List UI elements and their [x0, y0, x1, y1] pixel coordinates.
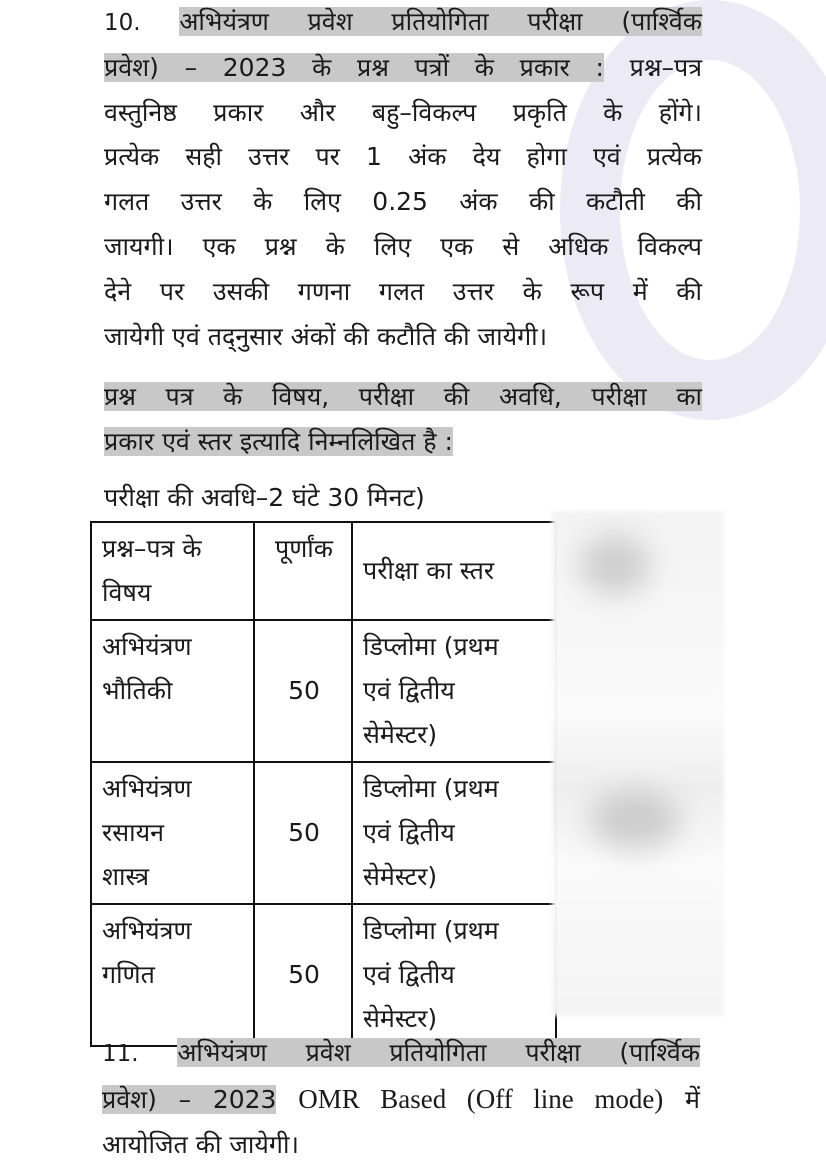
subject-line: अभियंत्रण [102, 774, 192, 803]
section-10-heading-part-2: प्रवेश) – 2023 के प्रश्न पत्रों के प्रकार : [104, 52, 604, 82]
section-11-number: 11. [102, 1041, 139, 1067]
header-subject [91, 522, 254, 620]
subject-line: गणित [102, 960, 155, 989]
subject-cell [91, 904, 254, 1046]
section-11 [102, 1031, 700, 1167]
subject-line: अभियंत्रण [102, 632, 192, 661]
section-10-body-line: जायगी। एक प्रश्न के लिए एक से अधिक विकल्प [104, 231, 702, 261]
section-10-line-2 [104, 46, 702, 91]
level-line: डिप्लोमा (प्रथम [363, 916, 499, 945]
blurred-mark [590, 790, 680, 850]
marks-cell: 50 [254, 762, 352, 904]
section-10-number: 10. [104, 10, 141, 36]
section-10-body-line: गलत उत्तर के लिए 0.25 अंक की कटौती की [104, 187, 702, 217]
table-row [91, 620, 556, 762]
level-line: एवं द्वितीय [363, 960, 455, 989]
section-11-line-1 [102, 1031, 700, 1077]
header-marks-label: पूर्णांक [275, 534, 333, 563]
details-heading-line-1 [104, 375, 702, 420]
details-heading-line-2 [104, 420, 702, 465]
section-11-heading-part-2: प्रवेश) – 2023 [102, 1084, 277, 1114]
section-10-body-line: जायेगी एवं तद्नुसार अंकों की कटौति की जायेगी। [104, 321, 548, 351]
subject-line: भौतिकी [102, 676, 173, 705]
section-11-heading-part-1: अभियंत्रण प्रवेश प्रतियोगिता परीक्षा (पार्श्विक [177, 1038, 700, 1067]
omr-mode-text: OMR Based (Off line mode) [298, 1083, 664, 1114]
subject-line: शास्त्र [102, 862, 150, 891]
header-subject-label: प्रश्न–पत्र के विषय [102, 534, 202, 607]
marks-cell: 50 [254, 904, 352, 1046]
level-line: एवं द्वितीय [363, 818, 455, 847]
section-11-line-2-tail: में [685, 1084, 700, 1114]
subject-cell [91, 620, 254, 762]
section-11-line-2 [102, 1077, 700, 1123]
table-row [91, 762, 556, 904]
table-header-row [91, 522, 556, 620]
subject-line: अभियंत्रण [102, 916, 192, 945]
marks-cell: 50 [254, 620, 352, 762]
level-cell [352, 904, 556, 1046]
section-10-line-1 [104, 0, 702, 46]
level-line: सेमेस्टर) [363, 1004, 438, 1033]
subject-cell [91, 762, 254, 904]
exam-duration: परीक्षा की अवधि–2 घंटे 30 मिनट) [104, 483, 425, 512]
header-marks [254, 522, 352, 620]
section-10 [104, 0, 702, 359]
level-line: डिप्लोमा (प्रथम [363, 632, 499, 661]
level-line: सेमेस्टर) [363, 720, 438, 749]
level-cell [352, 620, 556, 762]
header-level [352, 522, 556, 620]
exam-table [90, 521, 557, 1047]
details-heading-text-2: प्रकार एवं स्तर इत्यादि निम्नलिखित है : [104, 426, 453, 456]
table-row [91, 904, 556, 1046]
level-line: सेमेस्टर) [363, 862, 438, 891]
subject-line: रसायन [102, 818, 164, 847]
blurred-mark [580, 535, 650, 595]
section-10-body-line: प्रत्येक सही उत्तर पर 1 अंक देय होगा एवं प्रत्येक [104, 142, 702, 172]
level-line: डिप्लोमा (प्रथम [363, 774, 499, 803]
header-level-label: परीक्षा का स्तर [363, 556, 495, 585]
level-line: एवं द्वितीय [363, 676, 455, 705]
details-heading-text-1: प्रश्न पत्र के विषय, परीक्षा की अवधि, परीक्षा का [104, 382, 702, 411]
section-10-body-line: वस्तुनिष्ठ प्रकार और बहु–विकल्प प्रकृति के होंगे। [104, 97, 702, 127]
level-cell [352, 762, 556, 904]
section-10-body-line: देने पर उसकी गणना गलत उत्तर के रूप में की [104, 276, 702, 306]
section-10-heading-part-1: अभियंत्रण प्रवेश प्रतियोगिता परीक्षा (पार्श्विक [179, 7, 702, 36]
section-11-line-3: आयोजित की जायेगी। [102, 1129, 299, 1159]
section-10-line-2-tail: प्रश्न–पत्र [629, 52, 702, 82]
details-heading [104, 375, 702, 465]
